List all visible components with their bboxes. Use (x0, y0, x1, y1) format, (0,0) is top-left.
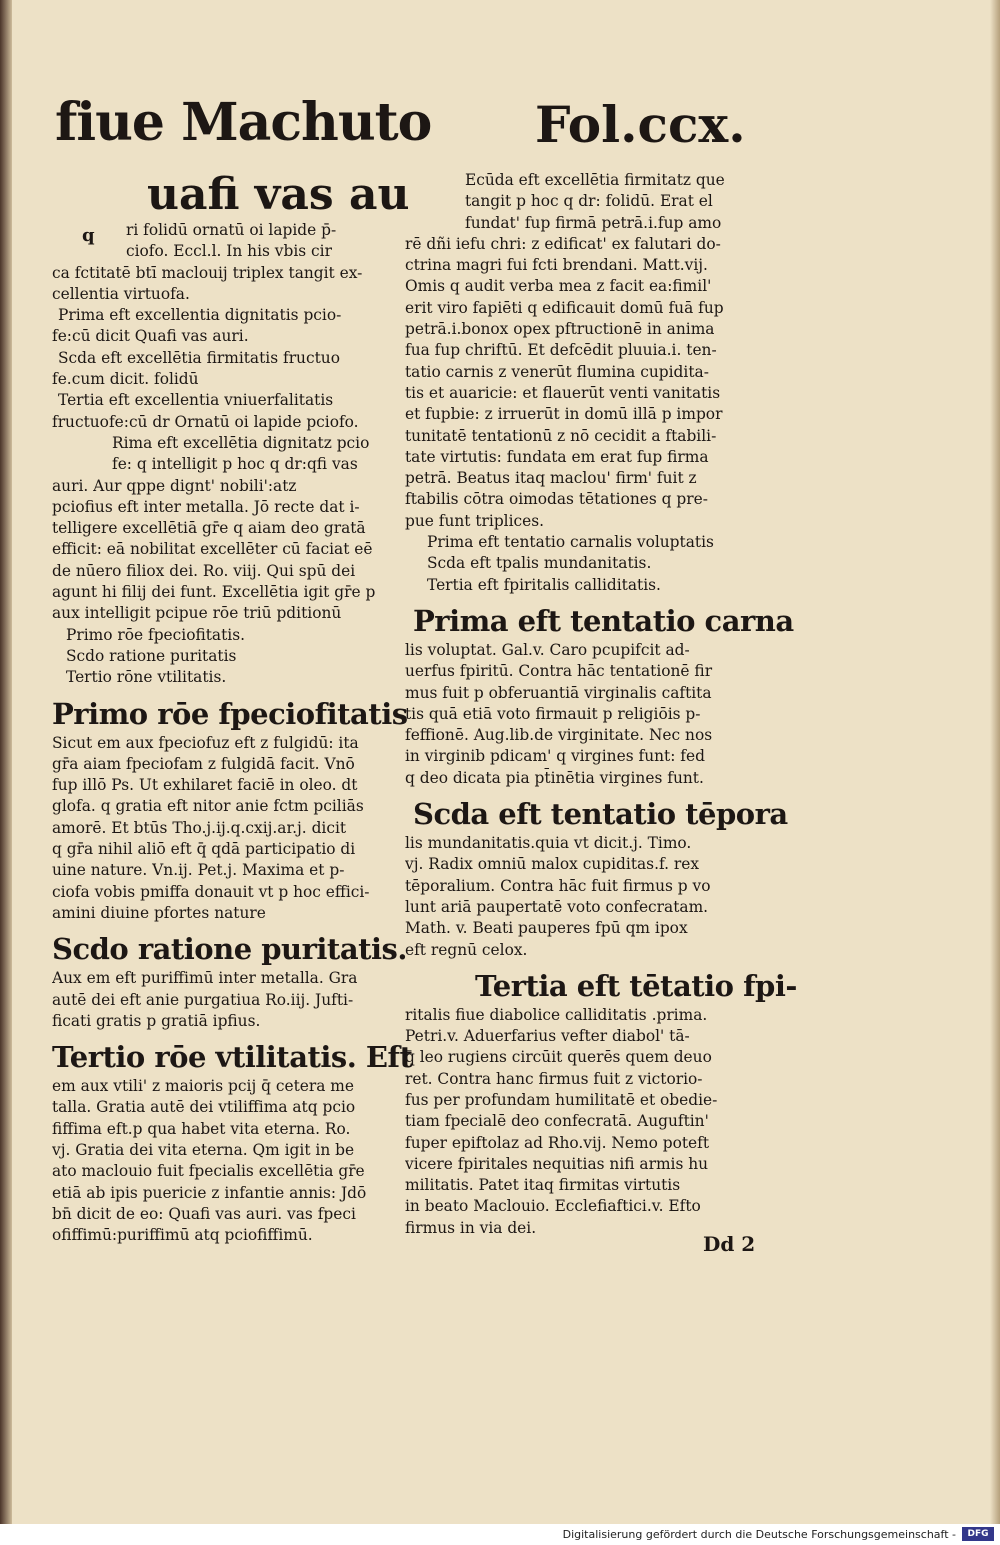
text-line: vj. Gratia dei vita eterna. Qm igit in be (52, 1140, 355, 1159)
page-edge (990, 0, 1000, 1524)
text-line: q gr̄a nihil aliō eft q̄ qdā participatio di (52, 840, 356, 859)
text-line: ato maclouio fuit fpecialis excellētia gr̄e (52, 1162, 365, 1181)
text-line: et fupbie: z irruerūt in domū illā p impor (405, 405, 723, 424)
text-line: in beato Maclouio. Ecclefiaftici.v. Efto (405, 1197, 701, 1216)
text-line: ritalis fiue diabolice calliditatis .prima. (405, 1005, 708, 1024)
text-line: tis et auaricie: et flauerūt venti vanitatis (405, 383, 721, 402)
text-line: Tertia eft excellentia vniuerfalitatis (58, 391, 334, 410)
text-line: cellentia virtuofa. (52, 284, 190, 303)
text-line: feffionē. Aug.lib.de virginitate. Nec nos (405, 726, 713, 745)
text-line: Tertio rōne vtilitatis. (66, 668, 227, 687)
text-line: in virginib pdicam' q virgines funt: fed (405, 747, 705, 766)
text-line: tunitatē tentationū z nō cecidit a ftabili- (405, 426, 717, 445)
text-line: Scdo ratione puritatis (66, 646, 237, 665)
text-line: fiffima eft.p qua habet vita eterna. Ro. (52, 1119, 351, 1138)
section-heading: Scdo ratione puritatis. (52, 932, 407, 967)
section-heading: Primo rōe fpeciofitatis (52, 696, 408, 731)
text-line: mus fuit p obferuantiā virginalis caftita (405, 683, 712, 702)
text-line: fua fup chriftū. Et defcēdit pluuia.i. ten- (405, 341, 717, 360)
section-heading: Prima eft tentatio carna (413, 603, 794, 638)
text-line: lis mundanitatis.quia vt dicit.j. Timo. (405, 834, 692, 853)
text-line: de nūero filiox dei. Ro. viij. Qui spū dei (52, 561, 356, 580)
text-line: pue funt triplices. (405, 511, 545, 530)
text-line: efficit: eā nobilitat excellēter cū faciat eē (52, 540, 373, 559)
text-line: tate virtutis: fundata em erat fup firma (405, 447, 709, 466)
text-line: vj. Radix omniū malox cupiditas.f. rex (405, 855, 700, 874)
text-line: fe: q intelligit p hoc q dr:qfi vas (112, 455, 358, 474)
section-heading: Tertia eft tētatio fpi- (475, 968, 797, 1003)
text-line: petrā. Beatus itaq maclou' firm' fuit z (405, 469, 697, 488)
text-line: erit viro fapiēti q edificauit domū fuā fup (405, 298, 724, 317)
text-line: Tertia eft fpiritalis calliditatis. (427, 575, 661, 594)
text-line: telligere excellētiā gr̄e q aiam deo gratā (52, 519, 366, 538)
section-heading: Tertio rōe vtilitatis. Eft (52, 1040, 413, 1075)
text-line: etiā ab ipis puericie z infantie annis: Jdō (52, 1183, 367, 1202)
text-line: ciofa vobis pmiffa donauit vt p hoc effici- (52, 882, 370, 901)
text-line: ciofo. Eccl.l. In his vbis cir (126, 242, 332, 261)
text-line: Scda eft excellētia firmitatis fructuo (58, 348, 340, 367)
text-line: Omis q audit verba mea z facit ea:fimil' (405, 277, 712, 296)
folio-number: Fol.ccx. (535, 95, 746, 154)
text-line: ri folidū ornatū oi lapide p̄- (126, 221, 337, 239)
text-line: fe.cum dicit. folidū (52, 370, 199, 389)
text-line: fe:cū dicit Quafi vas auri. (52, 327, 249, 346)
text-line: uerfus fpiritū. Contra hāc tentationē fir (405, 662, 713, 681)
page-gutter-shadow (0, 0, 12, 1524)
text-line: Prima eft excellentia dignitatis pcio- (58, 306, 342, 325)
text-line: eft regnū celox. (405, 940, 528, 959)
text-line: pciofius eft inter metalla. Jō recte dat i- (52, 497, 360, 516)
text-line: Scda eft tpalis mundanitatis. (427, 554, 652, 573)
text-line: ret. Contra hanc firmus fuit z victorio- (405, 1069, 703, 1088)
text-line: fus per profundam humilitatē et obedie- (405, 1090, 718, 1109)
text-line: militatis. Patet itaq firmitas virtutis (405, 1176, 681, 1195)
text-line: ofiffimū:puriffimū atq pciofiffimū. (52, 1226, 313, 1245)
text-line: ctrina magri fui fcti brendani. Matt.vij. (405, 256, 708, 275)
funding-credit: Digitalisierung gefördert durch die Deutsche Forschungsgemeinschaft - (562, 1528, 956, 1541)
running-title: fiue Machuto (55, 92, 432, 153)
text-line: q̄ leo rugiens circūit querēs quem deuo (405, 1048, 712, 1067)
text-line: tēporalium. Contra hāc fuit firmus p vo (405, 876, 711, 895)
text-line: tatio carnis z venerūt flumina cupidita- (405, 362, 709, 381)
signature-mark: Dd 2 (703, 1232, 756, 1256)
text-line: fundat' fup firmā petrā.i.fup amo (465, 213, 722, 232)
text-line: tangit p hoc q dr: folidū. Erat el (465, 192, 713, 211)
text-line: Primo rōe fpeciofitatis. (66, 625, 245, 644)
guide-letter: q (82, 225, 95, 246)
text-line: Math. v. Beati pauperes fpū qm ipox (405, 919, 688, 938)
text-line: Petri.v. Aduerfarius vefter diabol' tā- (405, 1027, 690, 1046)
text-line: Prima eft tentatio carnalis voluptatis (427, 533, 714, 552)
text-line: Sicut em aux fpeciofuz eft z fulgidū: ita (52, 733, 359, 752)
dfg-logo: DFG (962, 1527, 994, 1541)
text-line: bn̄ dicit de eo: Quafi vas auri. vas fpeci (52, 1204, 356, 1223)
text-line: petrā.i.bonox opex pftructionē in anima (405, 320, 715, 339)
text-line: tiam fpecialē deo confecratā. Auguftin' (405, 1112, 709, 1131)
text-line: em aux vtili' z maioris pcij q̄ cetera me (52, 1077, 355, 1096)
text-line: ca fctitatē btī maclouij triplex tangit ex- (52, 263, 363, 282)
text-line: lis voluptat. Gal.v. Caro pcupifcit ad- (405, 640, 690, 659)
text-line: q deo dicata pia pt̄inētia virgines funt. (405, 768, 704, 787)
text-line: rē dñi iefu chri: z edificat' ex falutari do- (405, 234, 721, 253)
left-column (52, 170, 412, 1246)
text-line: glofa. q gratia eft nitor anie fctm pciliās (52, 797, 364, 816)
text-line: talla. Gratia autē dei vtiliffima atq pcio (52, 1098, 356, 1117)
text-line: ficati gratis p gratiā ipfius. (52, 1011, 261, 1030)
text-line: gr̄a aiam fpeciofam z fulgidā facit. Vnō (52, 754, 355, 773)
text-line: amorē. Et btūs Tho.j.ij.q.cxij.ar.j. dicit (52, 818, 347, 837)
text-line: aux intelligit pcipue rōe triū pditionū (52, 604, 342, 623)
right-column (405, 170, 797, 1239)
text-line: agunt hi filij dei funt. Excellētia igit gr̄e p (52, 583, 376, 602)
text-line: firmus in via dei. (405, 1218, 537, 1237)
text-line: Rima eft excellētia dignitatz pcio (112, 433, 370, 452)
text-line: tis quā etiā voto firmauit p religiōis p- (405, 704, 701, 723)
text-line: uine nature. Vn.ij. Pet.j. Maxima et p- (52, 861, 345, 880)
text-line: fructuofe:cū dr Ornatū oi lapide pciofo. (52, 412, 359, 431)
text-line: vicere fpiritales nequitias nifi armis hu (405, 1154, 709, 1173)
text-line: ftabilis cōtra oimodas tētationes q pre- (405, 490, 708, 509)
chapter-opening: uafi vas au (147, 169, 410, 220)
text-line: fuper epiftolaz ad Rho.vij. Nemo poteft (405, 1133, 710, 1152)
text-line: autē dei eft anie purgatiua Ro.iij. Jufti- (52, 990, 354, 1009)
text-line: Ecūda eft excellētia firmitatz que (465, 171, 725, 189)
text-line: Aux em eft puriffimū inter metalla. Gra (52, 969, 358, 988)
text-line: auri. Aur qppe dignt' nobili':atz (52, 476, 297, 495)
text-line: fup illō Ps. Ut exhilaret faciē in oleo. dt (52, 776, 358, 795)
text-line: amini diuine pfortes nature (52, 903, 266, 922)
section-heading: Scda eft tentatio tēpora (413, 797, 788, 832)
text-line: lunt ariā paupertatē voto confecratam. (405, 897, 709, 916)
